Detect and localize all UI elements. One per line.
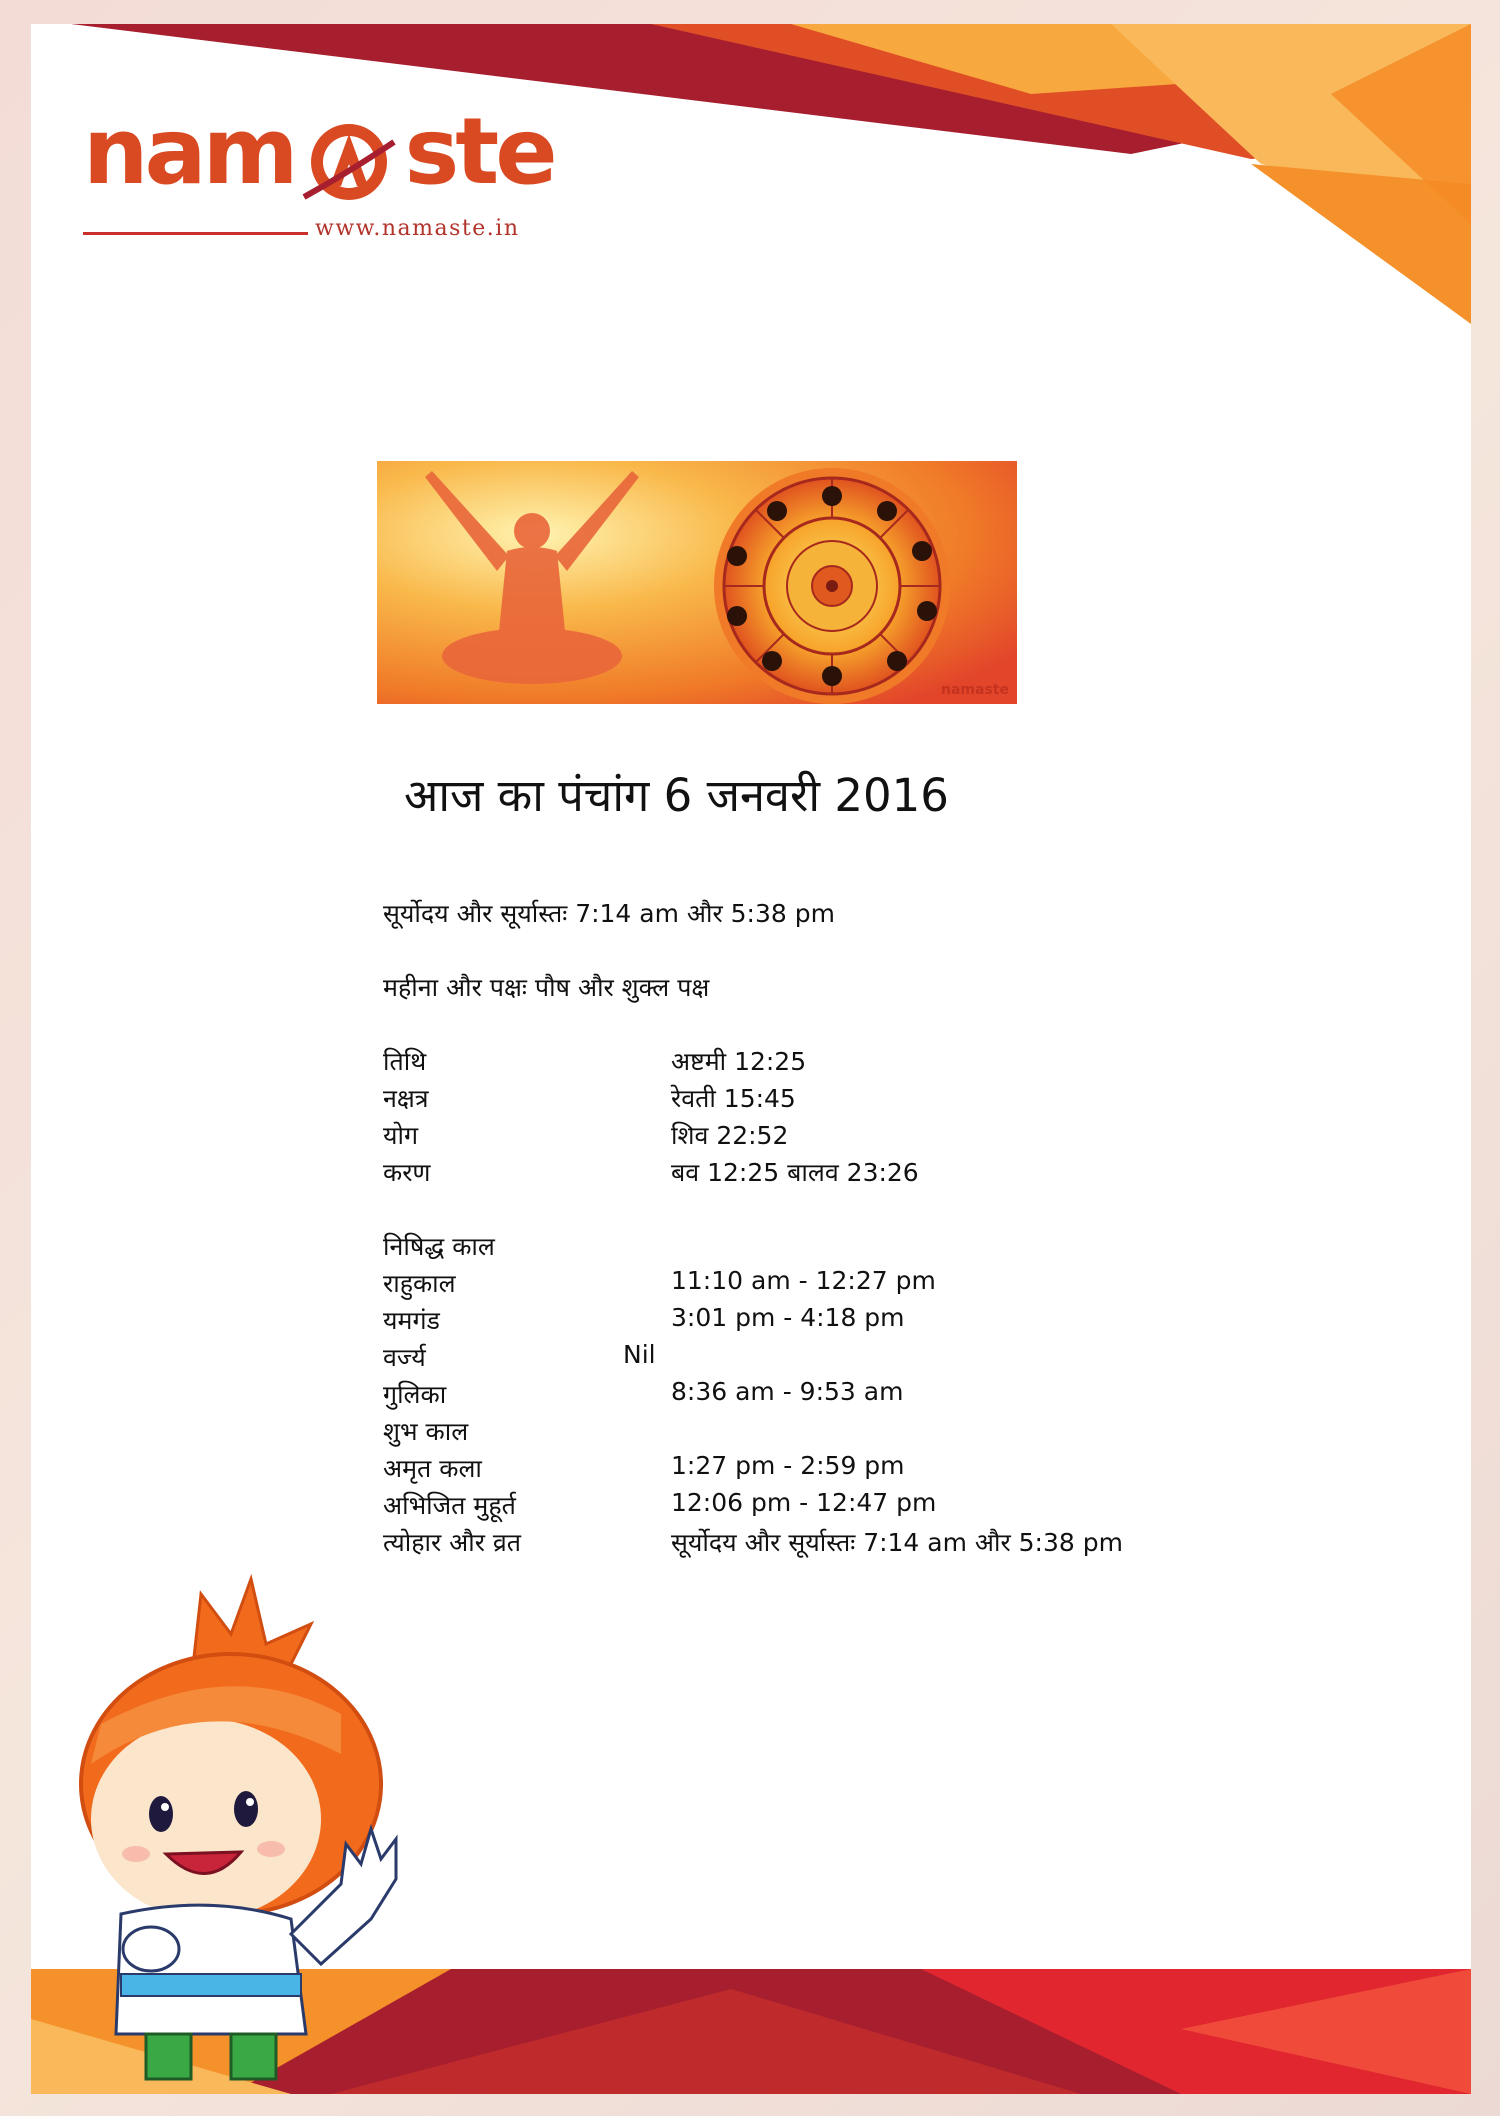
row-value-tithi: अष्टमी 12:25 [671, 1047, 807, 1076]
website-url[interactable]: www.namaste.in [315, 216, 520, 241]
logo-a-emblem-icon [294, 112, 404, 204]
month-paksha-line: महीना और पक्षः पौष और शुक्ल पक्ष [383, 973, 710, 1002]
row-label-yamgand: यमगंड [383, 1306, 440, 1335]
logo-wordmark [83, 92, 554, 212]
row-value-karan: बव 12:25 बालव 23:26 [671, 1158, 919, 1187]
row-label-nakshatra: नक्षत्र [383, 1084, 429, 1113]
row-value-gulika: 8:36 am - 9:53 am [671, 1377, 904, 1406]
row-label-gulika: गुलिका [383, 1380, 447, 1409]
row-label-karan: करण [383, 1158, 431, 1187]
row-label-rahukaal: राहुकाल [383, 1269, 456, 1298]
namaste-logo[interactable] [83, 92, 583, 252]
sunrise-sunset-line: सूर्योदय और सूर्यास्तः 7:14 am और 5:38 pm [383, 899, 835, 928]
row-label-tyohar-vrat: त्योहार और व्रत [383, 1528, 522, 1557]
astrology-banner-image [377, 461, 1017, 704]
row-label-yog: योग [383, 1121, 419, 1150]
banner-artwork [377, 461, 1017, 704]
page-title: आज का पंचांग 6 जनवरी 2016 [404, 769, 949, 822]
row-label-amrit-kala: अमृत कला [383, 1454, 482, 1483]
namaste-mascot-icon [41, 1564, 441, 2094]
row-label-tithi: तिथि [383, 1047, 427, 1076]
row-value-nakshatra: रेवती 15:45 [671, 1084, 796, 1113]
row-value-varjya: Nil [623, 1340, 656, 1369]
row-value-tyohar-vrat: सूर्योदय और सूर्यास्तः 7:14 am और 5:38 pm [671, 1528, 1123, 1557]
nishiddh-kaal-heading: निषिद्ध काल [383, 1232, 495, 1261]
logo-text-right: ste [404, 98, 554, 205]
logo-underline [83, 232, 308, 235]
row-label-abhijit-muhurat: अभिजित मुहूर्त [383, 1491, 516, 1520]
row-value-yamgand: 3:01 pm - 4:18 pm [671, 1303, 905, 1332]
banner-logo: namaste [941, 682, 1009, 698]
zodiac-wheel-icon [714, 468, 950, 704]
logo-text-left: nam [83, 98, 295, 205]
row-value-yog: शिव 22:52 [671, 1121, 789, 1150]
shubh-kaal-heading: शुभ काल [383, 1417, 469, 1446]
row-label-varjya: वर्ज्य [383, 1343, 426, 1372]
row-value-amrit-kala: 1:27 pm - 2:59 pm [671, 1451, 905, 1480]
document-page [31, 24, 1471, 2094]
row-value-rahukaal: 11:10 am - 12:27 pm [671, 1266, 936, 1295]
row-value-abhijit-muhurat: 12:06 pm - 12:47 pm [671, 1488, 937, 1517]
